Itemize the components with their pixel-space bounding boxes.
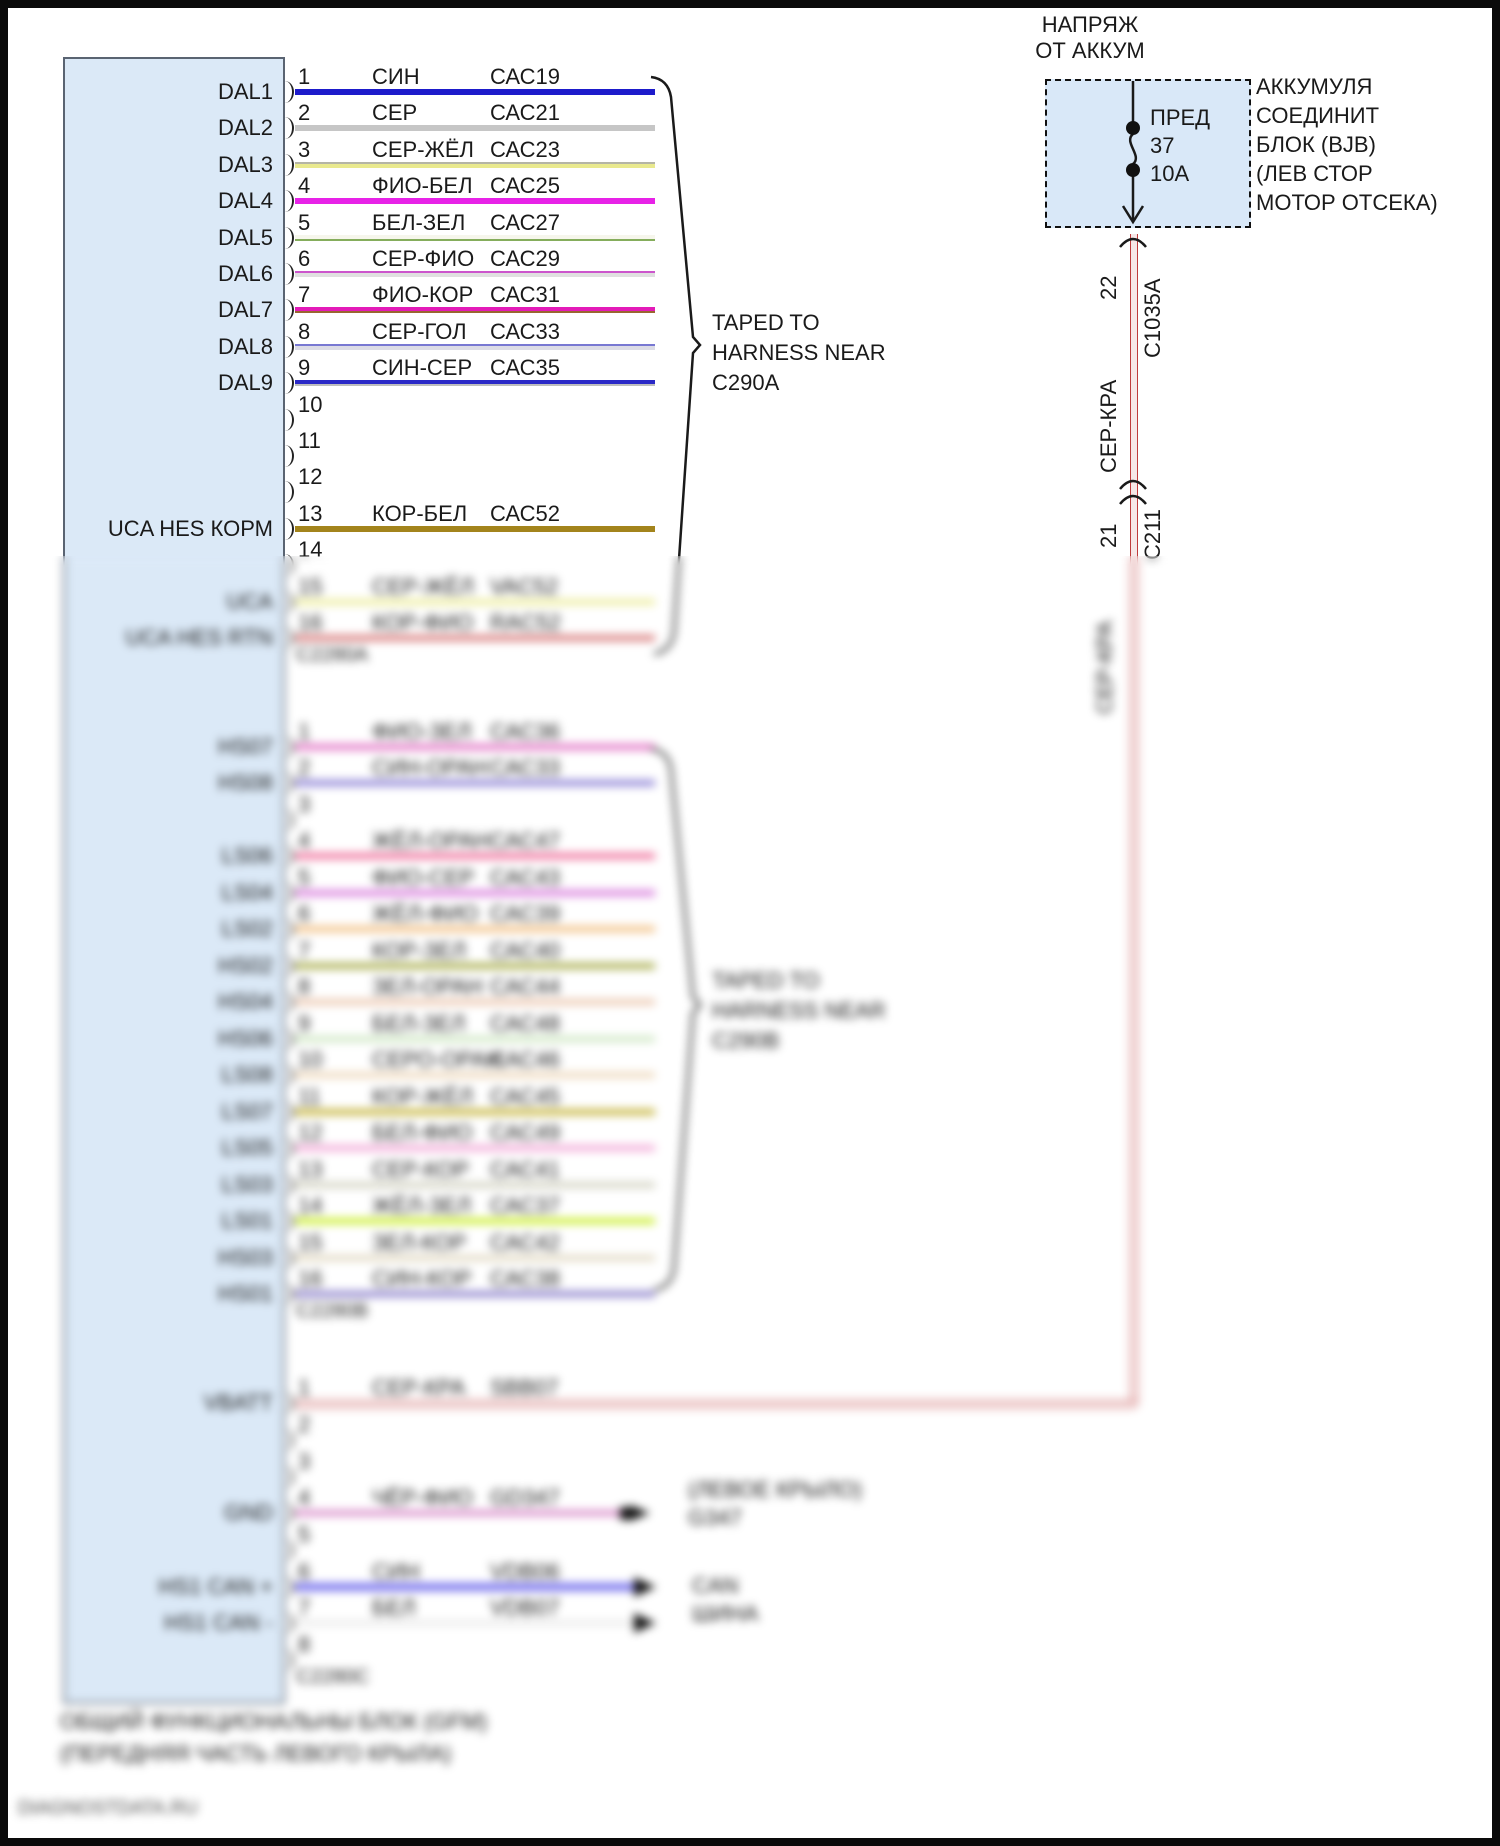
pin-label: LS05 [221,1135,273,1160]
bjb-fuse-box [1045,79,1251,228]
battery-feed-title-line1: НАПРЯЖ [1041,12,1139,37]
pin-label: VBATT [203,1390,273,1415]
circuit-code: САС35 [490,355,560,380]
wire [295,999,655,1005]
wire [295,198,655,204]
pin-number: 6 [298,246,311,271]
wire-color-name: КОР-ЗЕЛ [372,938,467,963]
circuit-code: САС33 [490,319,560,344]
wire-color-name: ФИО-БЕЛ [372,173,473,198]
pin-label: LS06 [221,843,273,868]
pin-label: HS02 [217,953,273,978]
taped-note-line: HARNESS NEAR [712,340,886,365]
pin-number: 2 [298,100,311,125]
circuit-code: RAC52 [490,610,561,635]
pin-bracket-icon [283,845,294,867]
pin-bracket-icon [283,1210,294,1232]
pin-number: 8 [298,319,311,344]
circuit-code: САС33 [490,755,560,780]
wire-color-name: СИН-ОРАН [372,755,488,780]
circuit-code: GD347 [490,1485,560,1510]
feed-wire-color-label: СЕР-КРА [1096,379,1121,473]
wire [295,963,655,969]
pin-bracket-icon [283,918,294,940]
circuit-code: САС19 [490,64,560,89]
circuit-code: САС37 [490,1193,560,1218]
feed-pin-22: 22 [1096,275,1121,300]
pin-label: DAL5 [217,225,273,250]
circuit-code: SBB07 [490,1375,559,1400]
wire [295,307,655,313]
wire [295,1145,655,1151]
pin-bracket-icon [283,1429,294,1451]
pin-bracket-icon [283,1576,294,1598]
wire [295,890,655,896]
taped-note-line: C290A [712,370,780,395]
pin-number: 4 [298,828,311,853]
pin-number: 3 [298,1449,311,1474]
pin-bracket-icon [283,991,294,1013]
wire-color-name: СЕР-КРА [372,1375,466,1400]
circuit-code: САС43 [490,865,560,890]
pin-bracket-icon [283,627,294,649]
pin-bracket-icon [283,1539,294,1561]
pin-number: 10 [298,392,323,417]
pin-bracket-icon [283,591,294,613]
wire [295,853,655,859]
wire [295,599,655,605]
module-caption-line1: ОБЩИЙ ФУНКЦИОНАЛЬНЫ БЛОК (GFM) [60,1709,488,1734]
pin-label: HS07 [217,734,273,759]
wire-color-name: СЕР-ГОЛ [372,319,467,344]
circuit-code: САС49 [490,1120,560,1145]
pin-number: 16 [298,1266,323,1291]
wire-color-name: СИН [372,1559,420,1584]
circuit-code: САС23 [490,137,560,162]
taped-note-line: TAPED TO [712,310,820,335]
pin-bracket-icon [283,1649,294,1671]
pin-bracket-icon [283,409,294,431]
wire-color-name: ЖЁЛ-ЗЕЛ [372,1193,472,1218]
circuit-code: САС36 [490,719,560,744]
pin-number: 15 [298,1230,323,1255]
wire [295,1218,655,1224]
ground-note-line: (ЛЕВОЕ КРЫЛО) [688,1477,863,1502]
wire-color-name: ФИО-СЕР [372,865,475,890]
circuit-code: САС42 [490,1230,560,1255]
bjb-label-line: БЛОК (BJB) [1256,132,1376,157]
wire-color-name: ЗЕЛ-ОРАН [372,974,483,999]
pin-label: DAL4 [217,188,273,213]
pin-number: 12 [298,1120,323,1145]
circuit-code: САС25 [490,173,560,198]
pin-label: HS01 [217,1281,273,1306]
pin-bracket-icon [283,1502,294,1524]
pin-label: DAL6 [217,261,273,286]
connector-id-c2280a: C2280A [296,644,369,666]
pin-number: 9 [298,355,311,380]
pin-number: 1 [298,64,311,89]
pin-number: 5 [298,210,311,235]
pin-number: 14 [298,537,323,562]
pin-bracket-icon [283,1028,294,1050]
wire-color-name: ЖЁЛ-ФИО [372,901,479,926]
wire-color-name: БЕЛ-ФИО [372,1120,473,1145]
circuit-code: САС44 [490,974,560,999]
pin-number: 1 [298,1375,311,1400]
pin-bracket-icon [283,1392,294,1414]
wire [295,526,655,532]
pin-bracket-icon [283,1612,294,1634]
wire-color-name: КОР-ФИО [372,610,474,635]
pin-number: 2 [298,755,311,780]
pin-bracket-icon [283,955,294,977]
circuit-code: САС52 [490,501,560,526]
circuit-code: VDB06 [490,1559,560,1584]
circuit-code: САС31 [490,282,560,307]
pin-bracket-icon [283,81,294,103]
pin-number: 9 [298,1011,311,1036]
pin-label: LS07 [221,1099,273,1124]
wire-color-name: БЕЛ-ЗЕЛ [372,210,466,235]
pin-number: 1 [298,719,311,744]
pin-label: UCA HES RTN [125,625,273,650]
pin-number: 3 [298,792,311,817]
pin-bracket-icon [283,227,294,249]
connector-c211: C211 [1140,509,1165,560]
pin-label: LS02 [221,916,273,941]
wire-color-name: СЕРО-ОРАН [372,1047,503,1072]
pin-bracket-icon [283,299,294,321]
circuit-code: САС46 [490,1047,560,1072]
pin-number: 8 [298,1632,311,1657]
wire-color-name: БЕЛ-ЗЕЛ [372,1011,466,1036]
pin-label: HS04 [217,989,273,1014]
pin-label: DAL7 [217,297,273,322]
pin-number: 5 [298,865,311,890]
pin-label: UCA [226,589,273,614]
wire-color-name: СИН [372,64,420,89]
wire [295,380,655,386]
pin-bracket-icon [283,736,294,758]
pin-bracket-icon [283,1283,294,1305]
ground-note-line: G347 [688,1505,742,1530]
wire [295,926,655,932]
pin-bracket-icon [283,1137,294,1159]
wire-color-name: ЖЁЛ-ОРАН [372,828,490,853]
pin-number: 15 [298,574,323,599]
circuit-code: САС21 [490,100,560,125]
wire [295,1583,648,1591]
pin-bracket-icon [283,882,294,904]
wire-color-name: СЕР [372,100,418,125]
circuit-code: САС29 [490,246,560,271]
wire-color-name: СЕР-КОР [372,1157,469,1182]
wire [295,1291,655,1297]
pin-bracket-icon [283,1466,294,1488]
pin-bracket-icon [283,117,294,139]
wire [295,780,655,786]
pin-number: 7 [298,938,311,963]
taped-note-line: HARNESS NEAR [712,998,886,1023]
bjb-label-line: МОТОР ОТСЕКА) [1256,190,1438,215]
wire [295,635,655,641]
pin-label: UCA HES КОРМ [107,516,273,541]
wire [295,162,655,168]
pin-number: 7 [298,282,311,307]
circuit-code: САС27 [490,210,560,235]
connector-id-c2280b: C2280B [296,1300,369,1322]
pin-number: 7 [298,1595,311,1620]
wire [295,1182,655,1188]
pin-label: HS1 CAN + [158,1574,273,1599]
pin-label: LS01 [221,1208,273,1233]
pin-bracket-icon [283,809,294,831]
circuit-code: VDB07 [490,1595,560,1620]
wire [295,1620,648,1626]
harness-bracket-1 [651,77,700,654]
pin-bracket-icon [283,190,294,212]
wire [295,1036,655,1042]
circuit-code: САС41 [490,1157,560,1182]
pin-bracket-icon [283,481,294,503]
pin-label: HS1 CAN - [164,1610,273,1635]
pin-number: 6 [298,1559,311,1584]
watermark: DIAGNOSTDATA.RU [18,1798,198,1819]
pin-number: 4 [298,173,311,198]
pin-number: 13 [298,1157,323,1182]
pin-number: 10 [298,1047,323,1072]
pin-number: 13 [298,501,323,526]
pin-bracket-icon [283,1174,294,1196]
wire [295,1255,655,1261]
wire [295,744,655,750]
can-note-line: CAN [692,1573,739,1598]
wire [295,89,655,95]
taped-note-line: TAPED TO [712,968,820,993]
can-note-line: ШИНА [692,1601,759,1626]
pin-number: 14 [298,1193,323,1218]
pin-label: HS06 [217,1026,273,1051]
pin-number: 11 [298,428,321,453]
pin-bracket-icon [283,1247,294,1269]
pin-number: 5 [298,1522,311,1547]
battery-feed-title-line2: ОТ АККУМ [1035,38,1145,63]
circuit-code: САС39 [490,901,560,926]
wire [295,235,655,241]
feed-wire-color-label-2: СЕР-КРА [1092,620,1117,714]
connector-c1035a: C1035A [1140,278,1165,358]
fuse-rating: 10А [1150,161,1190,186]
wire [295,125,655,131]
pin-bracket-icon [283,263,294,285]
fuse-name: ПРЕД [1150,105,1211,130]
vbatt-wire [295,1400,1136,1408]
circuit-code: САС38 [490,1266,560,1291]
pin-label: DAL8 [217,334,273,359]
wire [295,271,655,277]
wire [295,344,655,350]
taped-note-1 [712,308,886,398]
wire [295,1510,642,1516]
circuit-code: САС47 [490,828,560,853]
wire-color-name: СИН-КОР [372,1266,472,1291]
circuit-code: САС40 [490,938,560,963]
pin-label: DAL3 [217,152,273,177]
pin-label: LS04 [221,880,273,905]
wire-color-name: БЕЛ [372,1595,416,1620]
pin-number: 4 [298,1485,311,1510]
connector-id-c2280c: C2280C [296,1666,370,1688]
taped-note-line: C290B [712,1028,780,1053]
wire-color-name: СИН-СЕР [372,355,473,380]
feed-wire-vertical [1130,234,1138,1406]
bjb-label-line: (ЛЕВ СТОР [1256,161,1373,186]
pin-number: 2 [298,1412,311,1437]
wire-color-name: СЕР-ЖЁЛ [372,137,474,162]
pin-number: 16 [298,610,323,635]
wire-color-name: ФИО-ЗЕЛ [372,719,472,744]
pin-bracket-icon [283,336,294,358]
pin-label: HS08 [217,770,273,795]
bjb-label-line: СОЕДИНИТ [1256,103,1380,128]
pin-bracket-icon [283,1064,294,1086]
battery-feed-title [990,12,1190,64]
wire-color-name: СЕР-ФИО [372,246,475,271]
pin-number: 11 [298,1084,321,1109]
wire-color-name: ЧЁР-ФИО [372,1485,473,1510]
fuse-label [1150,104,1210,188]
circuit-code: САС45 [490,1084,560,1109]
pin-label: LS03 [221,1172,273,1197]
pin-bracket-icon [283,1101,294,1123]
pin-number: 8 [298,974,311,999]
ground-note [688,1476,862,1532]
taped-note-2 [712,966,886,1056]
pin-label: DAL2 [217,115,273,140]
pin-number: 6 [298,901,311,926]
pin-bracket-icon [283,772,294,794]
pin-number: 12 [298,464,323,489]
wire-color-name: СЕР-ЖЁЛ [372,574,474,599]
pin-bracket-icon [283,372,294,394]
wire-color-name: ЗЕЛ-КОР [372,1230,467,1255]
pin-bracket-icon [283,554,294,576]
pin-label: GND [224,1500,273,1525]
pin-label: DAL1 [217,79,273,104]
bjb-label [1256,72,1438,217]
wire-color-name: ФИО-КОР [372,282,474,307]
pin-label: HS03 [217,1245,273,1270]
harness-bracket-2 [651,749,700,1290]
bjb-label-line: АККУМУЛЯ [1256,74,1373,99]
module-caption-line2: (ПЕРЕДНЯЯ ЧАСТЬ ЛЕВОГО КРЫЛА) [60,1741,452,1766]
pin-bracket-icon [283,518,294,540]
fuse-number: 37 [1150,133,1175,158]
pin-bracket-icon [283,445,294,467]
wire-color-name: КОР-БЕЛ [372,501,468,526]
pin-label: LS08 [221,1062,273,1087]
pin-bracket-icon [283,154,294,176]
wire-color-name: КОР-ЖЁЛ [372,1084,474,1109]
pin-number: 3 [298,137,311,162]
module-caption [60,1706,487,1770]
circuit-code: САС48 [490,1011,560,1036]
pin-label: DAL9 [217,370,273,395]
circuit-code: VAC52 [490,574,559,599]
feed-pin-21: 21 [1096,523,1121,548]
can-bus-note [692,1572,759,1628]
wire [295,1109,655,1115]
wire [295,1072,655,1078]
